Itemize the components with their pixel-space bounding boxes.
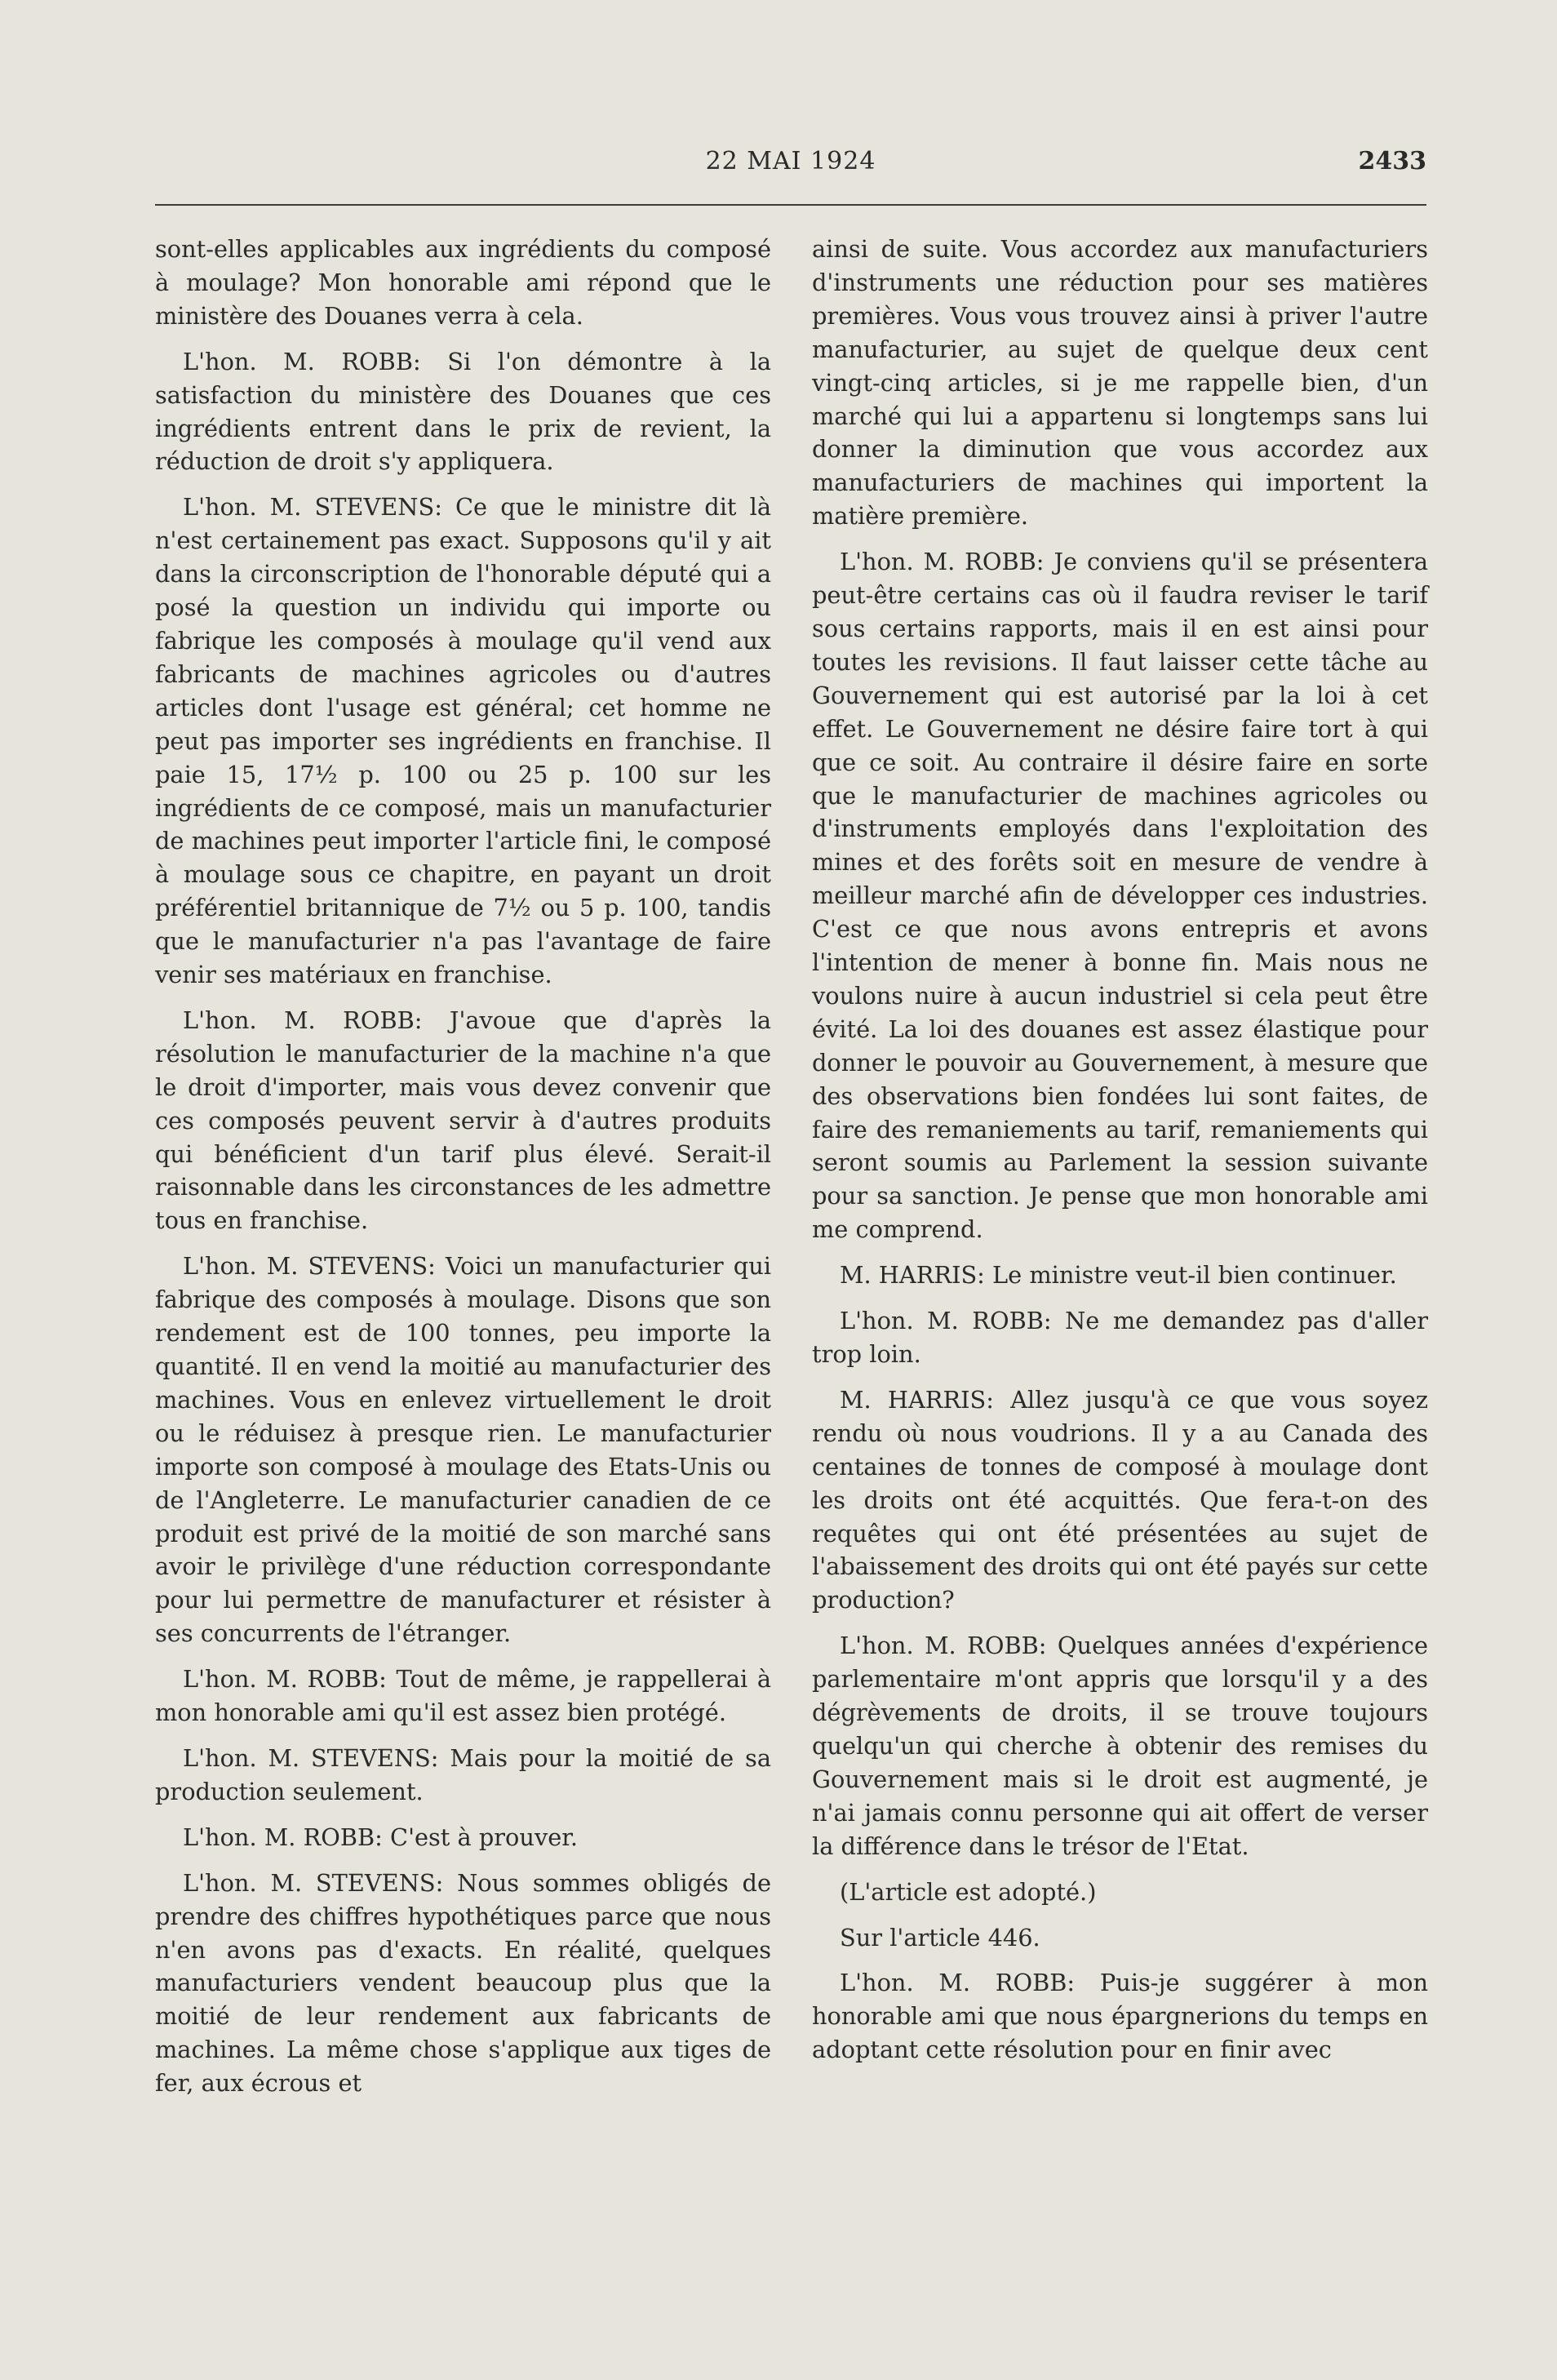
page-number: 2433 bbox=[1358, 147, 1426, 175]
paragraph: L'hon. M. ROBB: C'est à prouver. bbox=[183, 1823, 579, 1851]
paragraph: L'hon. M. ROBB: Quelques années d'expérience parlementaire m'ont appris que lorsqu'il y a des dégrèvements de droits, il se trouve toujours quelqu'un qui cherche à obtenir des remises du Gouvernement mais si le droit est augmenté, je n'ai jamais connu personne qui ait offert de verser la différence dans le trésor de l'Etat. bbox=[812, 1632, 1428, 1860]
paragraph: ainsi de suite. Vous accordez aux manufacturiers d'instruments une réduction pour ses matières premières. Vous vous trouvez ainsi à priver l'autre manufacturier, au sujet de quelque deux cent vingt-cinq articles, si je me rappelle bien, d'un marché qui lui a appartenu si longtemps sans lui donner la diminution que vous accordez aux manufacturiers de machines qui importent la matière première. bbox=[812, 235, 1428, 531]
page-header bbox=[155, 147, 1426, 184]
paragraph: L'hon. M. ROBB: Ne me demandez pas d'aller trop loin. bbox=[812, 1307, 1428, 1368]
paragraph: sont-elles applicables aux ingrédients du composé à moulage? Mon honorable ami répond que le ministère des Douanes verra à cela. bbox=[155, 235, 771, 330]
paragraph: L'hon. M. STEVENS: Ce que le ministre dit là n'est certainement pas exact. Supposons qu'il y ait dans la circonscription de l'honorable député qui a posé la question un individu qui importe ou fabrique les composés à moulage qu'il vend aux fabricants de machines agricoles ou d'autres articles dont l'usage est général; cet homme ne peut pas importer ses ingrédients en franchise. Il paie 15, 17½ p. 100 ou 25 p. 100 sur les ingrédients de ce composé, mais un manufacturier de machines peut importer l'article fini, le composé à moulage sous ce chapitre, en payant un droit préférentiel britannique de 7½ ou 5 p. 100, tandis que le manufacturier n'a pas l'avantage de faire venir ses matériaux en franchise. bbox=[155, 493, 771, 989]
right-column bbox=[812, 233, 1428, 2079]
paragraph: L'hon. M. ROBB: Puis-je suggérer à mon honorable ami que nous épargnerions du temps en adoptant cette résolution pour en finir avec bbox=[812, 1969, 1428, 2064]
paragraph: L'hon. M. ROBB: Si l'on démontre à la satisfaction du ministère des Douanes que ces ingrédients entrent dans le prix de revient, la réduction de droit s'y appliquera. bbox=[155, 347, 771, 476]
paragraph: L'hon. M. STEVENS: Nous sommes obligés de prendre des chiffres hypothétiques parce que nous n'en avons pas d'exacts. En réalité, quelques manufacturiers vendent beaucoup plus que la moitié de leur rendement aux fabricants de machines. La même chose s'applique aux tiges de fer, aux écrous et bbox=[155, 1868, 771, 2098]
paragraph: L'hon. M. STEVENS: Voici un manufacturier qui fabrique des composés à moulage. Disons que son rendement est de 100 tonnes, peu importe la quantité. Il en vend la moitié au manufacturier des machines. Vous en enlevez virtuellement le droit ou le réduisez à presque rien. Le manufacturier importe son composé à moulage des Etats-Unis ou de l'Angleterre. Le manufacturier canadien de ce produit est privé de la moitié de son marché sans avoir le privilège d'une réduction correspondante pour lui permettre de manufacturer et résister à ses concurrents de l'étranger. bbox=[155, 1252, 771, 1648]
paragraph: L'hon. M. STEVENS: Mais pour la moitié de sa production seulement. bbox=[155, 1743, 771, 1805]
header-rule bbox=[155, 204, 1426, 206]
paragraph: L'hon. M. ROBB: Tout de même, je rappellerai à mon honorable ami qu'il est assez bien protégé. bbox=[155, 1665, 771, 1727]
paragraph: L'hon. M. ROBB: J'avoue que d'après la résolution le manufacturier de la machine n'a que le droit d'importer, mais vous devez convenir que ces composés peuvent servir à d'autres produits qui bénéficient d'un tarif plus élevé. Serait-il raisonnable dans les circonstances de les admettre tous en franchise. bbox=[155, 1006, 771, 1235]
paragraph: (L'article est adopté.) bbox=[840, 1877, 1097, 1906]
paragraph: M. HARRIS: Le ministre veut-il bien continuer. bbox=[840, 1261, 1397, 1290]
paragraph: Sur l'article 446. bbox=[840, 1923, 1040, 1952]
left-column bbox=[155, 233, 771, 2112]
paragraph: L'hon. M. ROBB: Je conviens qu'il se présentera peut-être certains cas où il faudra reviser le tarif sous certains rapports, mais il en est ainsi pour toutes les revisions. Il faut laisser cette tâche au Gouvernement qui est autorisé par la loi à cet effet. Le Gouvernement ne désire faire tort à qui que ce soit. Au contraire il désire faire en sorte que le manufacturier de machines agricoles ou d'instruments employés dans l'exploitation des mines et des forêts soit en mesure de vendre à meilleur marché afin de développer ces industries. C'est ce que nous avons entrepris et avons l'intention de mener à bonne fin. Mais nous ne voulons nuire à aucun industriel si cela peut être évité. La loi des douanes est assez élastique pour donner le pouvoir au Gouvernement, à mesure que des observations bien fondées lui sont faites, de faire des remaniements au tarif, remaniements qui seront soumis au Parlement la session suivante pour sa sanction. Je pense que mon honorable ami me comprend. bbox=[812, 548, 1428, 1244]
header-date: 22 MAI 1924 bbox=[705, 147, 876, 175]
paragraph: M. HARRIS: Allez jusqu'à ce que vous soyez rendu où nous voudrions. Il y a au Canada des centaines de tonnes de composé à moulage dont les droits ont été acquittés. Que fera-t-on des requêtes qui ont été présentées au sujet de l'abaissement des droits qui ont été payés sur cette production? bbox=[812, 1385, 1428, 1614]
